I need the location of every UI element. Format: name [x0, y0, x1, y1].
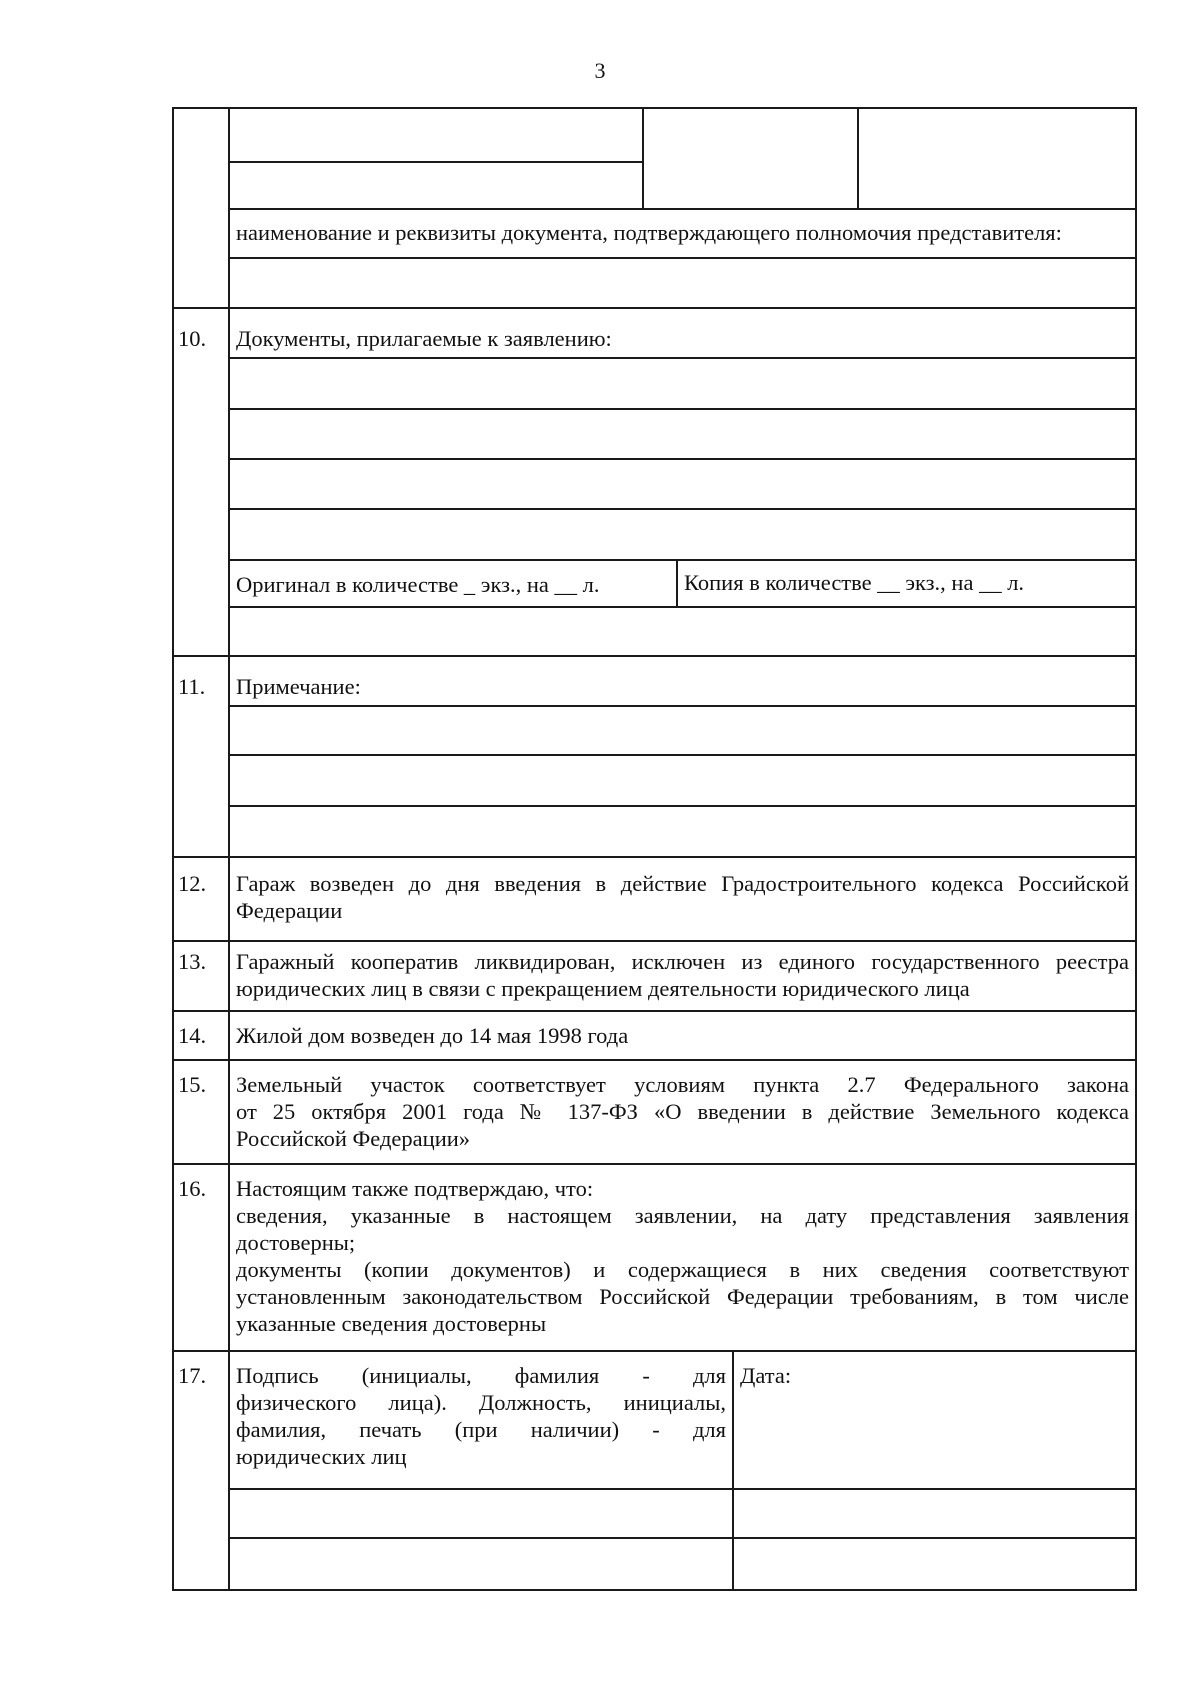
blank-field-1[interactable] — [230, 109, 641, 160]
row-number-17: 17. — [178, 1363, 207, 1388]
page-number: 3 — [594, 58, 606, 83]
copy-count-field[interactable]: Копия в количестве __ экз., на __ л. — [684, 570, 1025, 595]
row-number-14: 14. — [178, 1023, 207, 1048]
row-number-11: 11. — [178, 674, 206, 699]
row-number-10: 10. — [178, 326, 207, 351]
note-label: Примечание: — [236, 674, 361, 699]
date-field-1[interactable] — [734, 1490, 1134, 1536]
row-number-15: 15. — [178, 1072, 207, 1097]
attached-documents-label: Документы, прилагаемые к заявлению: — [236, 326, 612, 351]
date-label: Дата: — [740, 1363, 792, 1388]
row-number-12: 12. — [178, 871, 207, 896]
row-number-13: 13. — [178, 949, 207, 974]
attached-doc-line-3[interactable] — [230, 460, 1134, 507]
confirmation-statement: Настоящим также подтверждаю, что: сведения, указанные в настоящем заявлении, на дату представления заявления достоверны; документы (копии документов) и содержащиеся в них сведения соответствуют установленным законодательством Российской Федерации требованиям, в том числе указанные сведения достоверны — [236, 1176, 1129, 1336]
signature-field-2[interactable] — [230, 1539, 731, 1588]
row-number-16: 16. — [178, 1176, 207, 1201]
blank-field-4[interactable] — [859, 109, 1134, 207]
date-field-2[interactable] — [734, 1539, 1134, 1588]
attached-doc-line-1[interactable] — [230, 359, 1134, 407]
representative-doc-field[interactable] — [230, 259, 1134, 306]
signature-field-1[interactable] — [230, 1490, 731, 1536]
original-count-field[interactable]: Оригинал в количестве _ экз., на __ л. — [236, 572, 600, 597]
cooperative-liquidated-statement: Гаражный кооператив ликвидирован, исключен из единого государственного реестра юридических лиц в связи с прекращением деятельности юридического лица — [236, 949, 1129, 1001]
signature-label: Подпись (инициалы, фамилия - для физического лица). Должность, инициалы, фамилия, печать (при наличии) - для юридических лиц — [236, 1363, 726, 1469]
garage-built-statement: Гараж возведен до дня введения в действие Градостроительного кодекса Российской Федерации — [236, 871, 1129, 923]
attached-doc-line-4[interactable] — [230, 510, 1134, 558]
land-plot-statement: Земельный участок соответствует условиям пункта 2.7 Федерального закона от 25 октября 2001 года № 137-ФЗ «О введении в действие Земельного кодекса Российской Федерации» — [236, 1072, 1129, 1151]
blank-field-2[interactable] — [230, 163, 641, 207]
house-built-statement: Жилой дом возведен до 14 мая 1998 года — [236, 1023, 629, 1048]
note-line-1[interactable] — [230, 707, 1134, 753]
representative-doc-label: наименование и реквизиты документа, подтверждающего полномочия представителя: — [236, 220, 1062, 245]
attached-doc-line-5[interactable] — [230, 608, 1134, 654]
note-line-3[interactable] — [230, 807, 1134, 855]
attached-doc-line-2[interactable] — [230, 410, 1134, 457]
note-line-2[interactable] — [230, 756, 1134, 804]
blank-field-3[interactable] — [644, 109, 856, 207]
